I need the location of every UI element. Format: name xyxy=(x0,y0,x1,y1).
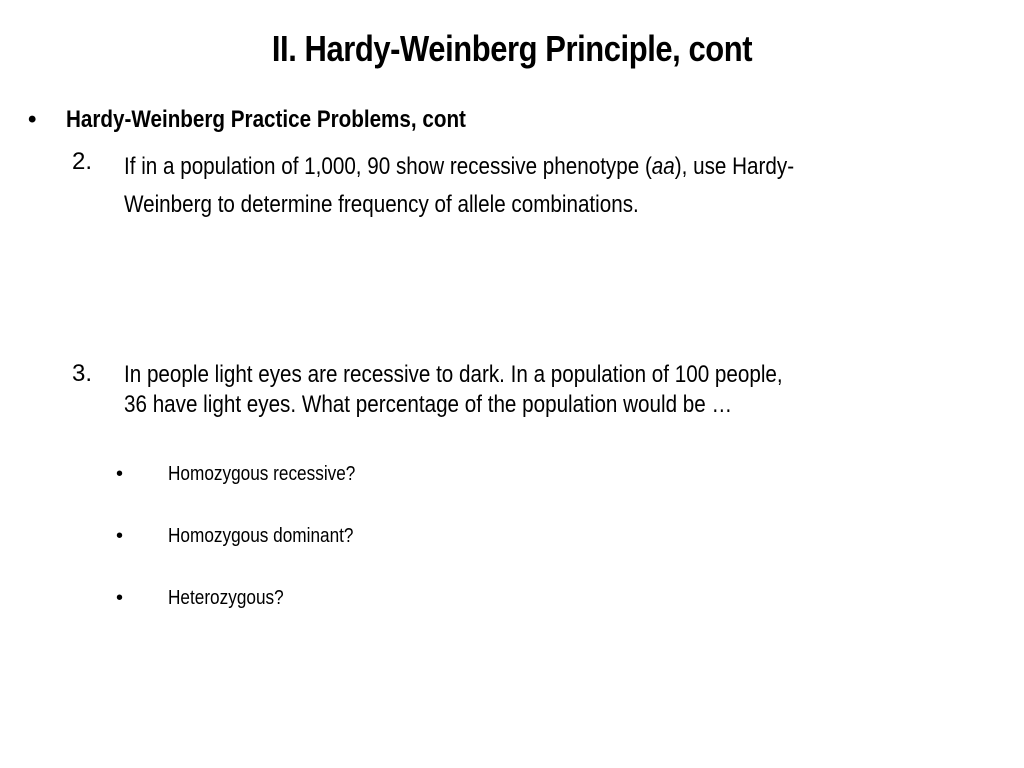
bullet-marker: • xyxy=(116,463,124,485)
main-bullet xyxy=(28,106,531,134)
bullet-marker: • xyxy=(116,525,124,547)
problem-2-line-1 xyxy=(124,148,794,186)
problem-text xyxy=(124,360,783,420)
problem-3-line-1: In people light eyes are recessive to dark. In a population of 100 people, xyxy=(124,361,783,388)
problem-2-line-2: Weinberg to determine frequency of allele combinations. xyxy=(124,191,639,218)
sub-bullet-text: Heterozygous? xyxy=(168,587,284,609)
problem-2-text-a: If in a population of 1,000, 90 show recessive phenotype ( xyxy=(124,153,652,180)
bullet-marker: • xyxy=(116,587,124,609)
sub-bullet-text: Homozygous recessive? xyxy=(168,463,356,485)
genotype-aa: aa xyxy=(651,153,675,180)
bullet-marker: • xyxy=(28,106,37,133)
problem-number: 3. xyxy=(72,360,93,387)
problem-number: 2. xyxy=(72,148,93,175)
problem-text xyxy=(124,148,794,224)
main-bullet-text: Hardy-Weinberg Practice Problems, cont xyxy=(66,106,466,133)
slide-title: II. Hardy-Weinberg Principle, cont xyxy=(271,28,753,69)
problem-3-line-2: 36 have light eyes. What percentage of the population would be … xyxy=(124,391,733,418)
problem-2-text-b: ), use Hardy- xyxy=(674,153,795,180)
sub-bullet-text: Homozygous dominant? xyxy=(168,525,354,547)
